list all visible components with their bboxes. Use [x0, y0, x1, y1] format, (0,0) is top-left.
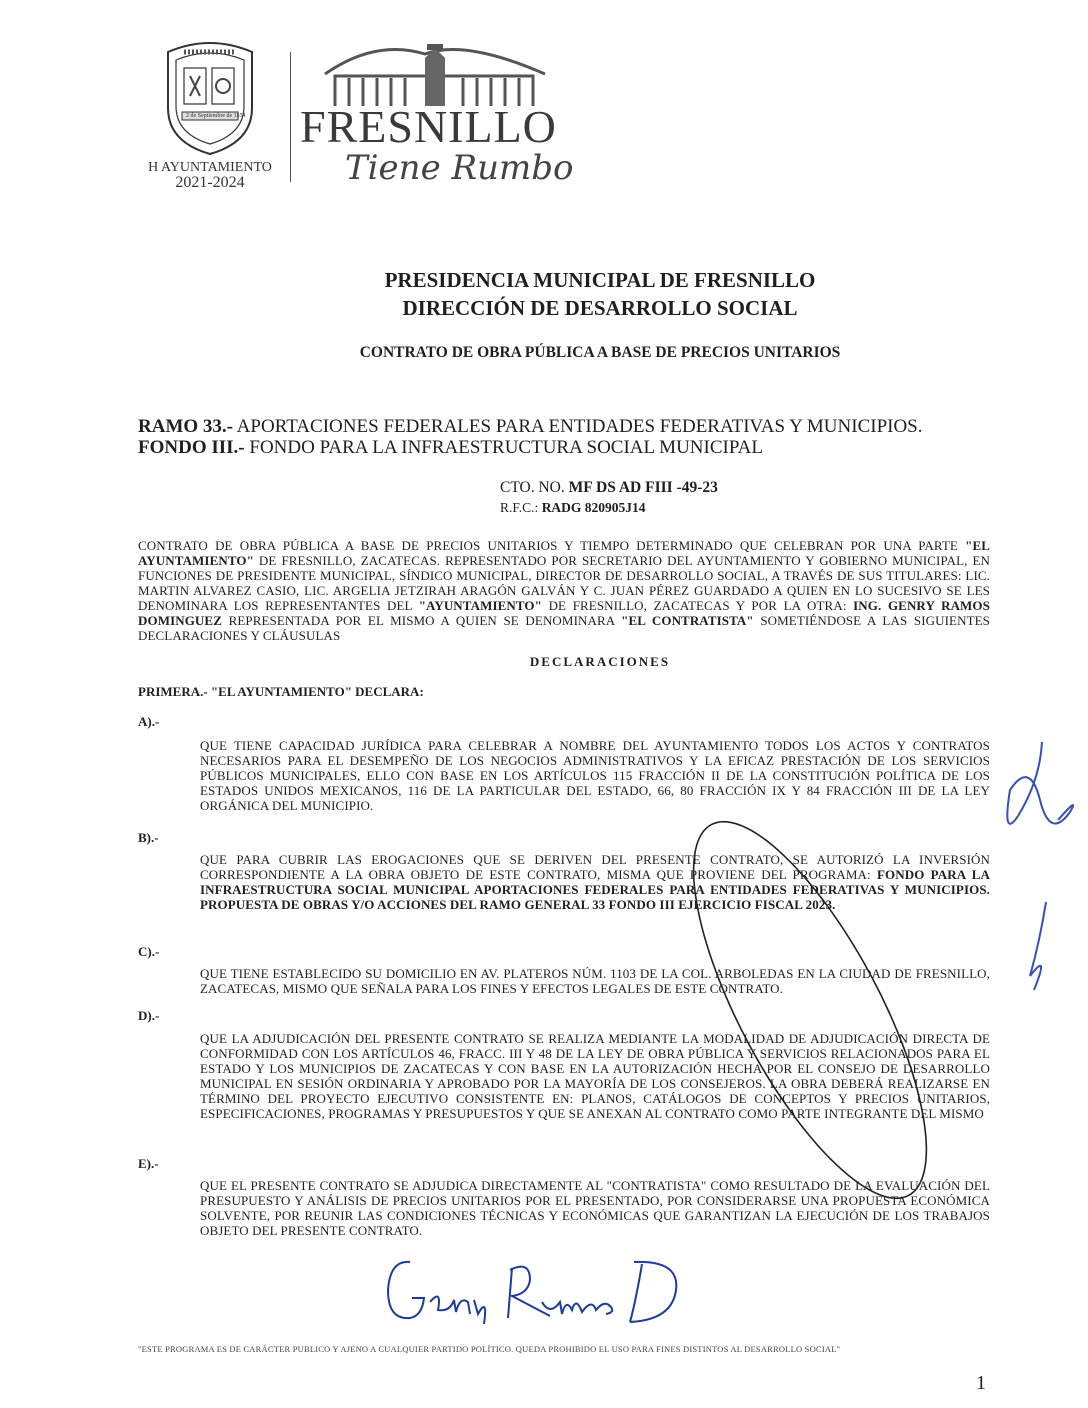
fondo-text: FONDO PARA LA INFRAESTRUCTURA SOCIAL MUNICIPAL	[244, 437, 763, 458]
item-b-text	[200, 852, 990, 912]
title-line-2: DIRECCIÓN DE DESARROLLO SOCIAL	[402, 296, 798, 320]
declarations-heading: DECLARACIONES	[529, 654, 671, 669]
contract-intro-paragraph	[138, 538, 990, 643]
funding-source-block	[138, 416, 923, 458]
item-c-text: QUE TIENE ESTABLECIDO SU DOMICILIO EN AV. PLATEROS NÚM. 1103 DE LA COL. ARBOLEDAS EN LA CIUDAD DE FRESNILLO, ZACATECAS, MISMO QUE SEÑALA PARA LOS FINES Y EFECTOS LEGALES DE ESTE CONTRATO.	[200, 966, 990, 996]
city-name-wordmark: FRESNILLO	[300, 101, 557, 152]
council-label	[120, 160, 300, 190]
item-b-plain: QUE PARA CUBRIR LAS EROGACIONES QUE SE DERIVEN DEL PRESENTE CONTRATO, SE AUTORIZÓ LA INVERSIÓN CORRESPONDIENTE A LA OBRA OBJETO DE ESTE CONTRATO, MISMA QUE PROVIENE DEL PROGRAMA:	[200, 852, 990, 882]
intro-text: REPRESENTADA POR EL MISMO A QUIEN SE DENOMINARA	[221, 613, 622, 628]
title-line-1: PRESIDENCIA MUNICIPAL DE FRESNILLO	[384, 268, 816, 292]
item-a-label: A).-	[138, 714, 160, 729]
contract-number: MF DS AD FIII -49-23	[568, 479, 718, 496]
council-line-1: H AYUNTAMIENTO	[148, 160, 272, 175]
page-number: 1	[976, 1372, 986, 1394]
first-declaration-heading: PRIMERA.- "EL AYUNTAMIENTO" DECLARA:	[138, 684, 424, 699]
item-e-text: QUE EL PRESENTE CONTRATO SE ADJUDICA DIRECTAMENTE AL "CONTRATISTA" COMO RESULTADO DE LA EVALUACIÓN DEL PRESUPUESTO Y ANÁLISIS DE PRECIOS UNITARIOS POR EL PRESENTADO, POR CONSIDERARSE UNA PROPUESTA ECONÓMICA SOLVENTE, POR REUNIR LAS CONDICIONES TÉCNICAS Y ECONÓMICAS QUE GARANTIZAN LA EJECUCIÓN DE LOS TRABAJOS OBJETO DEL PRESENTE CONTRATO.	[200, 1178, 990, 1238]
intro-text: SOMETIÉNDOSE A LAS SIGUIENTES DECLARACIONES Y CLÁUSULAS	[138, 613, 990, 643]
contract-number-label: CTO. NO.	[500, 479, 569, 496]
item-d-text: QUE LA ADJUDICACIÓN DEL PRESENTE CONTRATO SE REALIZA MEDIANTE LA MODALIDAD DE ADJUDICACIÓN DIRECTA DE CONFORMIDAD CON LOS ARTÍCULOS 46, FRACC. III Y 48 DE LA LEY DE OBRA PÚBLICA Y SERVICIOS RELACIONADOS PARA EL ESTADO Y LOS MUNICIPIOS DE ZACATECAS Y CON BASE EN LA AUTORIZACIÓN HECHA POR EL CONSEJO DE DESARROLLO MUNICIPAL EN SESIÓN ORDINARIA Y APROBADO POR LA MAYORÍA DE LOS CONSEJEROS. LA OBRA DEBERÁ REALIZARSE EN TÉRMINO DEL PROYECTO EJECUTIVO CONSISTENTE EN: PLANOS, CATÁLOGOS DE CONCEPTOS Y PRECIOS UNITARIOS, ESPECIFICACIONES, PROGRAMAS Y PRESUPUESTOS Y QUE SE ANEXAN AL CONTRATO COMO PARTE INTEGRANTE DEL MISMO	[200, 1031, 990, 1121]
ramo-text: APORTACIONES FEDERALES PARA ENTIDADES FEDERATIVAS Y MUNICIPIOS.	[232, 416, 923, 437]
fondo-label: FONDO III.-	[138, 437, 245, 458]
rfc-label: R.F.C.:	[500, 500, 542, 515]
intro-text: DE FRESNILLO, ZACATECAS. REPRESENTADO POR SECRETARIO DEL AYUNTAMIENTO Y GOBIERNO MUNICIPAL, EN FUNCIONES DE PRESIDENTE MUNICIPAL, SÍNDICO MUNICIPAL, DIRECTOR DE DESARROLLO SOCIAL, A TRAVÉS DE SUS TITULARES: LIC. MARTIN ALVAREZ CASIO, LIC. ARGELIA JETZIRAH ARAGÓN GALVÁN Y C. JUAN PÉREZ GUARDADO A QUIEN EN LO SUCESIVO SE LES DENOMINARA LOS REPRESENTANTES DEL	[138, 553, 990, 613]
contractor-signature	[380, 1240, 700, 1330]
footer-disclaimer: "ESTE PROGRAMA ES DE CARÁCTER PUBLICO Y AJENO A CUALQUIER PARTIDO POLÍTICO. QUEDA PROHIBIDO EL USO PARA FINES DISTINTOS AL DESARROLLO SOCIAL"	[138, 1344, 841, 1354]
crest-date-text: 2 de Septiembre de 1554	[186, 113, 246, 119]
contract-identifiers	[500, 478, 718, 518]
ramo-label: RAMO 33.-	[138, 416, 233, 437]
intro-bold: ING. GENRY RAMOS DOMINGUEZ	[138, 598, 990, 628]
intro-text: DE FRESNILLO, ZACATECAS Y POR LA OTRA:	[541, 598, 854, 613]
item-b-program: FONDO PARA LA INFRAESTRUCTURA SOCIAL MUNICIPAL APORTACIONES FEDERALES PARA ENTIDADES FEDERATIVAS Y MUNICIPIOS. PROPUESTA DE OBRAS Y/O ACCIONES DEL RAMO GENERAL 33 FONDO III EJERCICIO FISCAL 2023.	[200, 867, 990, 912]
intro-bold: "AYUNTAMIENTO"	[418, 598, 542, 613]
item-b-label: B).-	[138, 830, 159, 845]
item-e-label: E).-	[138, 1156, 159, 1171]
intro-text: CONTRATO DE OBRA PÚBLICA A BASE DE PRECIOS UNITARIOS Y TIEMPO DETERMINADO QUE CELEBRAN POR UNA PARTE	[138, 538, 966, 553]
contract-type-title: CONTRATO DE OBRA PÚBLICA A BASE DE PRECIOS UNITARIOS	[359, 344, 841, 361]
item-c-label: C).-	[138, 944, 160, 959]
header-divider	[290, 52, 291, 182]
municipal-crest-logo	[150, 38, 270, 158]
rfc-value: RADG 820905J14	[541, 500, 646, 515]
council-years: 2021-2024	[175, 174, 245, 191]
document-title	[0, 266, 1088, 322]
city-slogan: Tiene Rumbo	[345, 148, 574, 188]
item-d-label: D).-	[138, 1008, 160, 1023]
intro-bold: "EL AYUNTAMIENTO"	[138, 538, 990, 568]
item-a-text: QUE TIENE CAPACIDAD JURÍDICA PARA CELEBRAR A NOMBRE DEL AYUNTAMIENTO TODOS LOS ACTOS Y CONTRATOS NECESARIOS PARA EL DESEMPEÑO DE LOS NEGOCIOS ADMINISTRATIVOS Y LA EFICAZ PRESTACIÓN DE LOS SERVICIOS PÚBLICOS MUNICIPALES, ELLO CON BASE EN LOS ARTÍCULOS 115 FRACCIÓN II DE LA CONSTITUCIÓN POLÍTICA DE LOS ESTADOS UNIDOS MEXICANOS, 116 DE LA PARTICULAR DEL ESTADO, 66, 80 FRACCIÓN IX Y 84 FRACCIÓN III DE LA LEY ORGÁNICA DEL MUNICIPIO.	[200, 738, 990, 813]
intro-bold: "EL CONTRATISTA"	[621, 613, 754, 628]
